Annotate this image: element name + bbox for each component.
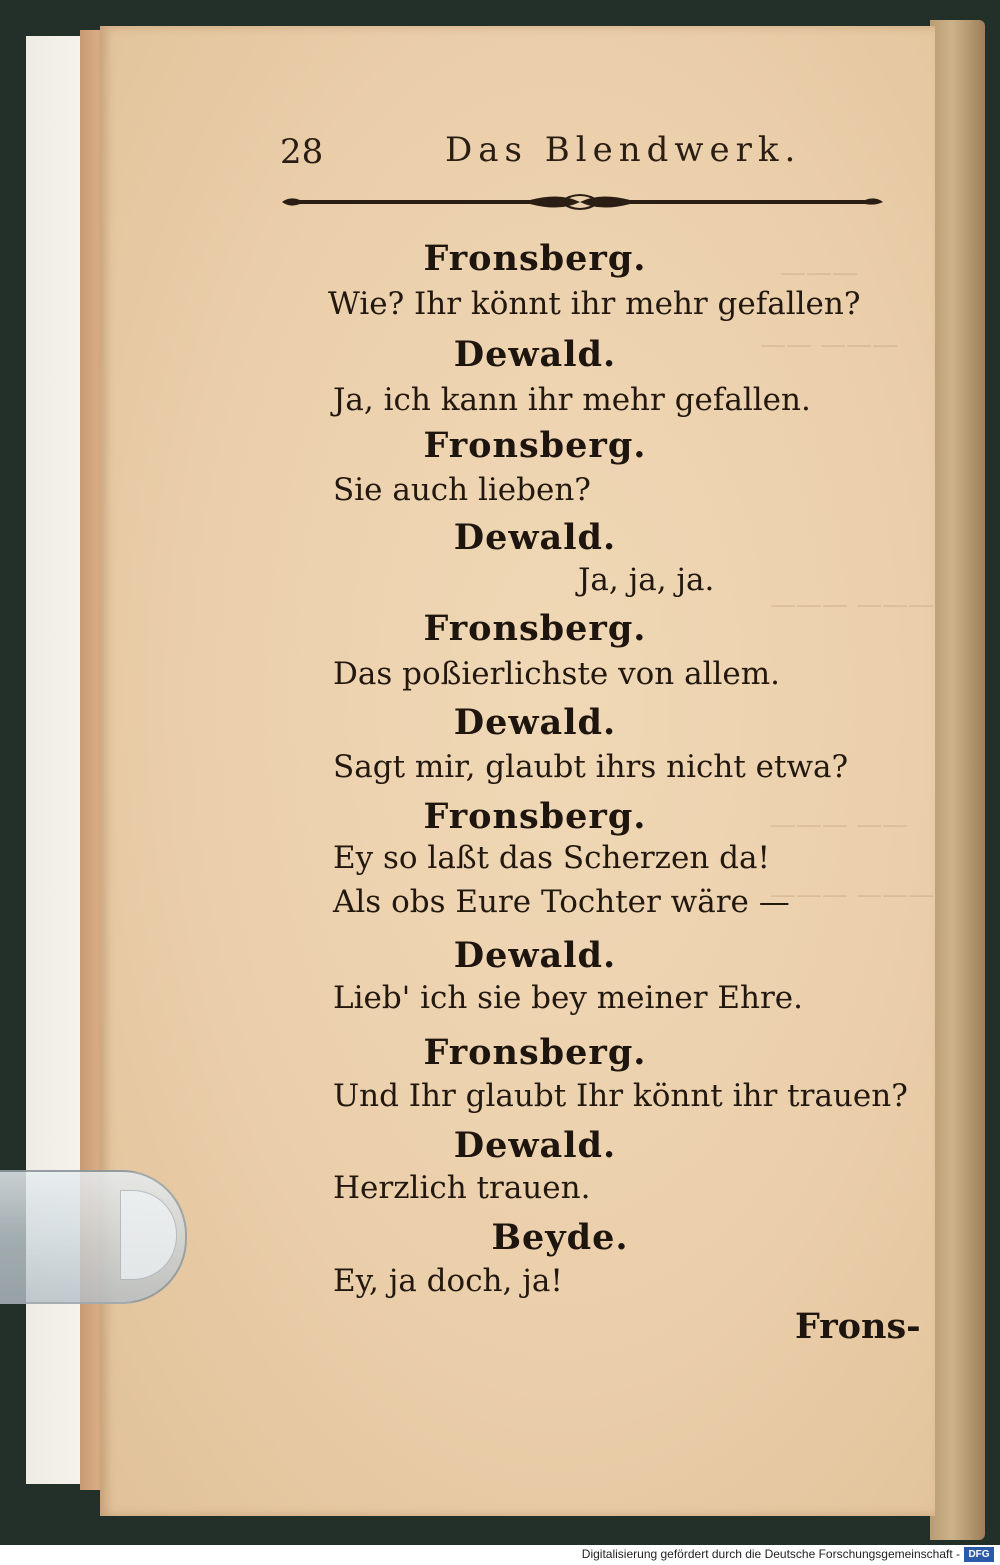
speaker-heading: Dewald. (453, 334, 617, 375)
speaker-heading: Dewald. (453, 517, 617, 558)
bleed-through: ——— ——— (770, 590, 935, 620)
dialogue-line: Lieb' ich sie bey meiner Ehre. (333, 980, 803, 1016)
dialogue-line: Ey so laßt das Scherzen da! (333, 840, 770, 876)
ornamental-rule (280, 188, 885, 216)
page-number: 28 (280, 132, 324, 172)
running-title: Das Blendwerk. (445, 130, 802, 170)
digitization-credit: Digitalisierung gefördert durch die Deutsche Forschungsgemeinschaft - (581, 1547, 960, 1561)
catchword: Frons- (795, 1306, 921, 1347)
dialogue-line: Ja, ja, ja. (578, 562, 715, 598)
speaker-heading: Fronsberg. (423, 1032, 647, 1073)
speaker-heading: Dewald. (453, 935, 617, 976)
speaker-heading: Fronsberg. (423, 608, 647, 649)
bleed-through: ——— ——— (770, 880, 935, 910)
dialogue-line: Sie auch lieben? (333, 472, 591, 508)
bleed-through: ——— —— (770, 810, 909, 840)
dfg-logo: DFG (964, 1547, 994, 1562)
dialogue-line: Sagt mir, glaubt ihrs nicht etwa? (333, 749, 849, 785)
bleed-through: —— ——— (760, 330, 899, 360)
dialogue-line: Und Ihr glaubt Ihr könnt ihr trauen? (333, 1078, 908, 1114)
speaker-heading: Fronsberg. (423, 238, 647, 279)
dialogue-line: Ey, ja doch, ja! (333, 1263, 563, 1299)
dialogue-line: Als obs Eure Tochter wäre — (333, 884, 790, 920)
speaker-heading: Beyde. (491, 1217, 629, 1258)
dialogue-line: Wie? Ihr könnt ihr mehr gefallen? (328, 286, 861, 322)
speaker-heading: Fronsberg. (423, 796, 647, 837)
dialogue-line: Das poßierlichste von allem. (333, 656, 781, 692)
speaker-heading: Dewald. (453, 702, 617, 743)
speaker-heading: Dewald. (453, 1125, 617, 1166)
dialogue-line: Ja, ich kann ihr mehr gefallen. (333, 382, 811, 418)
speaker-heading: Fronsberg. (423, 425, 647, 466)
dialogue-line: Herzlich trauen. (333, 1170, 591, 1206)
bleed-through: ——— (780, 258, 858, 288)
